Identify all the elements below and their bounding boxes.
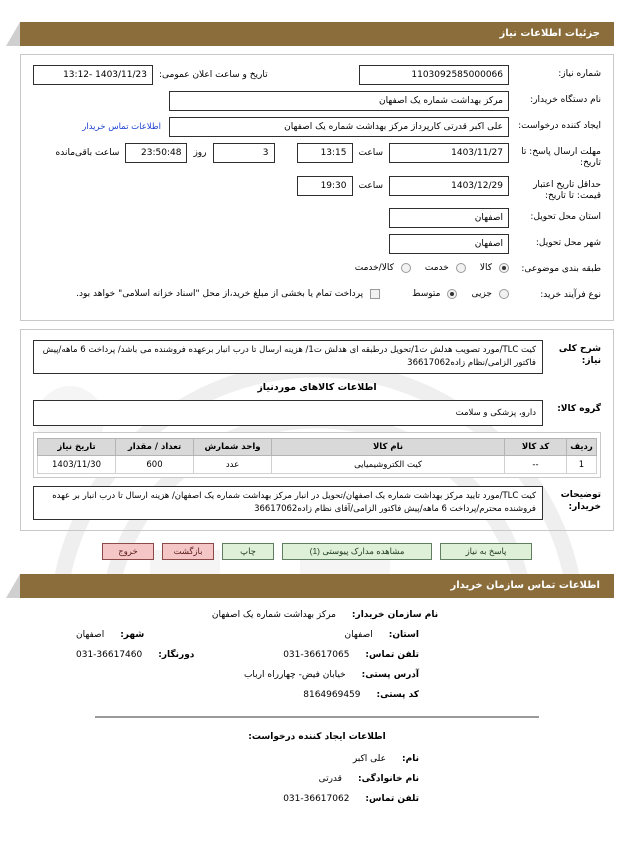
row-keywords xyxy=(33,340,601,374)
validity-hour-field: 19:30 xyxy=(297,176,353,196)
col-quantity: تعداد / مقدار xyxy=(116,439,194,456)
respond-to-need-button[interactable]: پاسخ به نیاز xyxy=(440,543,532,560)
goods-group-field: دارو، پزشکی و سلامت xyxy=(33,400,543,426)
row-delivery-city xyxy=(33,234,601,254)
contact-address-value: خیابان فیض- چهارراه ارباب xyxy=(243,670,346,680)
radio-process-motevaset[interactable] xyxy=(447,289,457,299)
org-name-value: مرکز بهداشت شماره یک اصفهان xyxy=(211,610,336,620)
col-name: نام کالا xyxy=(272,439,505,456)
deadline-hour-label: ساعت xyxy=(358,148,383,158)
province-field: اصفهان xyxy=(389,208,509,228)
creator-phone-label: تلفن تماس: xyxy=(365,794,419,804)
need-details-panel xyxy=(20,54,614,321)
province-label: استان محل تحویل: xyxy=(530,212,601,222)
row-response-deadline xyxy=(33,143,601,170)
creator-details xyxy=(60,732,574,804)
creator-phone-value: 031-36617062 xyxy=(283,794,350,804)
buyer-notes-label: توضیحات خریدار: xyxy=(560,490,601,512)
goods-info-panel xyxy=(20,329,614,531)
section-divider xyxy=(95,716,539,718)
radio-category-khedmat-label: خدمت xyxy=(424,263,449,273)
radio-process-jozee-label: جزیی xyxy=(471,289,492,299)
row-purchase-process xyxy=(33,286,601,306)
radio-category-kala-label: کالا xyxy=(479,263,492,273)
deadline-hour-field: 13:15 xyxy=(297,143,353,163)
print-button[interactable]: چاپ xyxy=(222,543,274,560)
creator-last-name-label: نام خانوادگی: xyxy=(357,774,419,784)
row-creator-first-name xyxy=(60,754,574,764)
row-buyer-org xyxy=(33,91,601,111)
contact-postal-label: کد پستی: xyxy=(376,690,419,700)
row-delivery-province xyxy=(33,208,601,228)
contact-province-label: استان: xyxy=(388,630,419,640)
col-need-date: تاریخ نیاز xyxy=(38,439,116,456)
cell-need-date: 1403/11/30 xyxy=(38,456,116,474)
checkbox-treasury-bonds-label: پرداخت تمام یا بخشی از مبلغ خرید،از محل "اسناد خزانه اسلامی" خواهد بود. xyxy=(76,289,364,299)
creator-last-name-value: قدرتی xyxy=(318,774,342,784)
goods-table xyxy=(37,438,597,474)
table-row xyxy=(38,456,597,474)
buyer-contact-details xyxy=(60,610,574,700)
row-org-name xyxy=(60,610,574,620)
radio-category-khedmat[interactable] xyxy=(456,263,466,273)
cell-name: کیت الکتروشیمیایی xyxy=(272,456,505,474)
col-unit: واحد شمارش xyxy=(194,439,272,456)
category-radio-group[interactable] xyxy=(345,260,509,273)
category-label: طبقه بندی موضوعی: xyxy=(521,264,601,274)
row-subject-category xyxy=(33,260,601,280)
requester-label: ایجاد کننده درخواست: xyxy=(518,121,601,131)
goods-table-header-row xyxy=(38,439,597,456)
validity-label: حداقل تاریخ اعتبار قیمت: تا تاریخ: xyxy=(533,179,601,201)
radio-category-kala-khedmat[interactable] xyxy=(401,263,411,273)
creator-first-name-label: نام: xyxy=(402,754,419,764)
contact-fax-value: 031-36617460 xyxy=(76,650,143,660)
action-button-row xyxy=(0,543,634,560)
row-province-city xyxy=(60,630,574,640)
row-price-validity xyxy=(33,176,601,203)
checkbox-treasury-bonds[interactable] xyxy=(370,289,380,299)
row-postal-code xyxy=(60,690,574,700)
row-goods-group xyxy=(33,400,601,426)
row-creator-phone xyxy=(60,794,574,804)
cell-code: -- xyxy=(505,456,567,474)
buyer-org-label: نام دستگاه خریدار: xyxy=(530,95,601,105)
contact-fax-label: دورنگار: xyxy=(158,650,195,660)
contact-province-value: اصفهان xyxy=(344,630,373,640)
section-header-need-details xyxy=(20,22,614,46)
radio-process-motevaset-label: متوسط xyxy=(412,289,441,299)
keywords-textbox: کیت TLC/مورد تصویب هدلش ت1/تحویل درطبقه ای هدلش ت1/ هزینه ارسال تا درب انبار برعهده فروشنده می باشد/ پرداخت 6 ماهه/پیش فاکتور الزامی/نظام زاده36617062 xyxy=(33,340,543,374)
contact-city-value: اصفهان xyxy=(76,630,105,640)
buyer-notes-textbox: کیت TLC/مورد تایید مرکز بهداشت شماره یک اصفهان/تحویل در انبار مرکز بهداشت شماره یک اصفهان/ هزینه ارسال تا درب انبار بر عهده فروشنده محترم/پرداخت 6 ماهه/پیش فاکتور الزامی/آقای نظام زاده36617062 xyxy=(33,486,543,520)
org-name-label: نام سازمان خریدار: xyxy=(351,610,439,620)
countdown-field: 23:50:48 xyxy=(125,143,187,163)
row-creator-last-name xyxy=(60,774,574,784)
row-buyer-notes xyxy=(33,486,601,520)
need-number-label: شماره نیاز: xyxy=(558,69,601,79)
cell-unit: عدد xyxy=(194,456,272,474)
back-button[interactable]: بازگشت xyxy=(162,543,214,560)
deadline-label: مهلت ارسال پاسخ: تا تاریخ: xyxy=(521,147,601,169)
days-unit-label: روز xyxy=(193,148,207,158)
contact-phone-value: 031-36617065 xyxy=(283,650,350,660)
row-requester xyxy=(33,117,601,137)
buyer-org-field: مرکز بهداشت شماره یک اصفهان xyxy=(169,91,509,111)
deadline-date-field: 1403/11/27 xyxy=(389,143,509,163)
row-phone-fax xyxy=(60,650,574,660)
row-address xyxy=(60,670,574,680)
contact-phone-label: تلفن تماس: xyxy=(365,650,419,660)
exit-button[interactable]: خروج xyxy=(102,543,154,560)
need-number-field: 1103092585000066 xyxy=(359,65,509,85)
contact-address-label: آدرس پستی: xyxy=(361,670,419,680)
cell-quantity: 600 xyxy=(116,456,194,474)
requester-field: علی اکبر قدرتی کارپرداز مرکز بهداشت شماره یک اصفهان xyxy=(169,117,509,137)
view-attachments-button[interactable]: مشاهده مدارک پیوستی (1) xyxy=(282,543,432,560)
radio-category-kala[interactable] xyxy=(499,263,509,273)
city-label: شهر محل تحویل: xyxy=(535,238,601,248)
validity-date-field: 1403/12/29 xyxy=(389,176,509,196)
col-code: کد کالا xyxy=(505,439,567,456)
creator-first-name-value: علی اکبر xyxy=(352,754,387,764)
creator-section-title: اطلاعات ایجاد کننده درخواست: xyxy=(248,732,386,742)
goods-table-wrapper xyxy=(33,432,601,478)
cell-index: 1 xyxy=(567,456,597,474)
radio-category-kala-khedmat-label: کالا/خدمت xyxy=(354,263,394,273)
announce-date-field: 1403/11/23 -13:12 xyxy=(33,65,153,85)
validity-hour-label: ساعت xyxy=(358,180,383,191)
buyer-contact-section-title: اطلاعات تماس سازمان خریدار xyxy=(450,580,600,591)
goods-section-title: اطلاعات کالاهای موردنیاز xyxy=(257,382,377,393)
row-need-number xyxy=(33,65,601,85)
countdown-label: ساعت باقی‌مانده xyxy=(55,148,120,158)
city-field: اصفهان xyxy=(389,234,509,254)
keywords-label: شرح کلی نیاز: xyxy=(558,344,601,366)
section-header-buyer-contact xyxy=(20,574,614,598)
page-title: جزئیات اطلاعات نیاز xyxy=(499,28,600,39)
contact-city-label: شهر: xyxy=(120,630,145,640)
buyer-contact-link[interactable]: اطلاعات تماس خریدار xyxy=(82,122,161,132)
contact-postal-value: 8164969459 xyxy=(303,690,361,700)
process-radio-group[interactable] xyxy=(66,286,509,299)
radio-process-jozee[interactable] xyxy=(499,289,509,299)
announce-date-label: تاریخ و ساعت اعلان عمومی: xyxy=(159,70,268,80)
col-index: ردیف xyxy=(567,439,597,456)
goods-group-label: گروه کالا: xyxy=(557,404,601,414)
days-remaining-field: 3 xyxy=(213,143,275,163)
process-label: نوع فرآیند خرید: xyxy=(540,290,601,300)
